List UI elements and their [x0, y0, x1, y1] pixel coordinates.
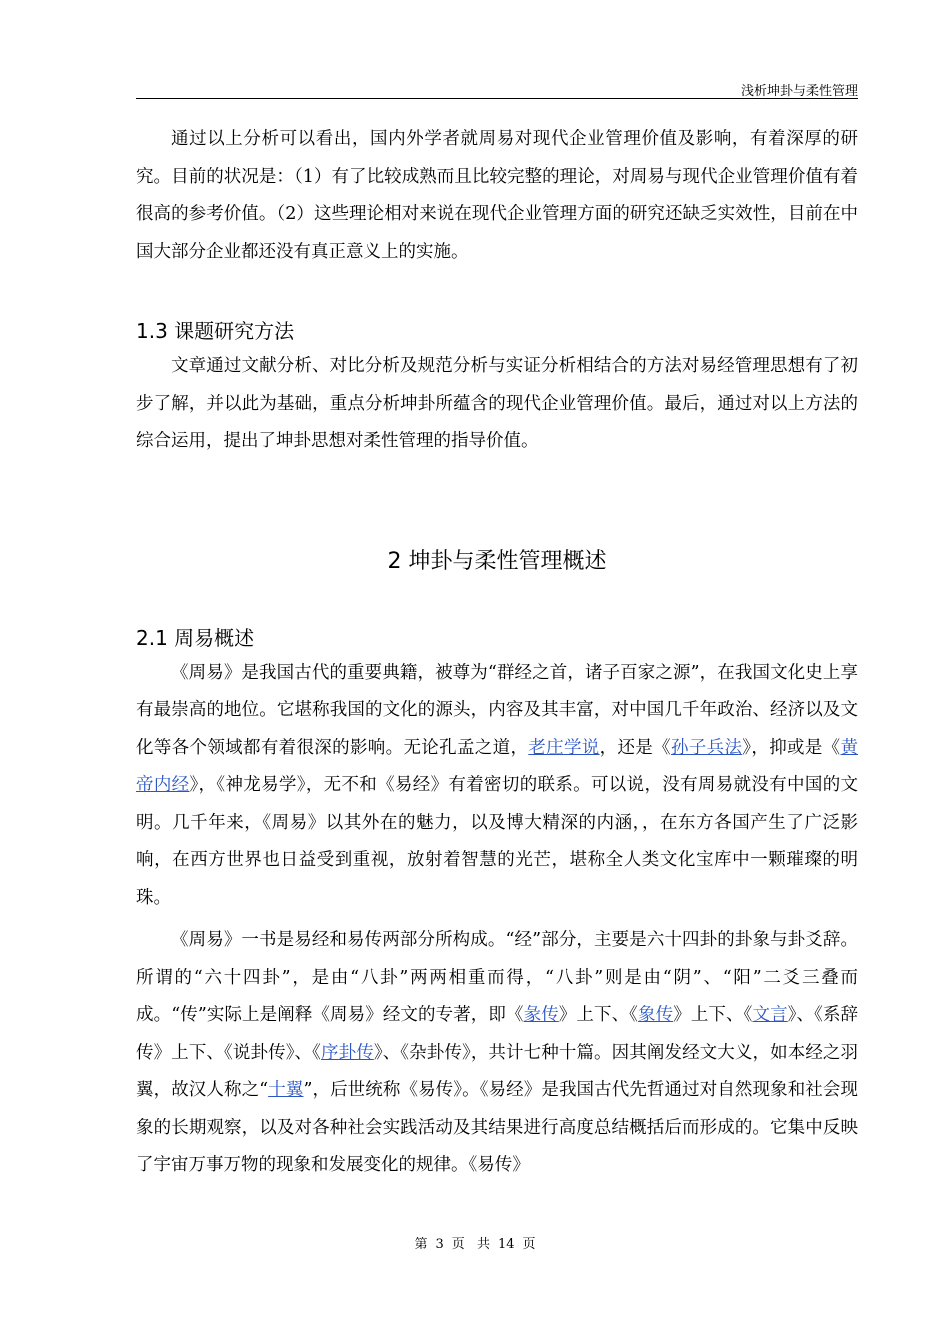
page-content — [136, 121, 858, 1185]
intro-paragraph: 通过以上分析可以看出，国内外学者就周易对现代企业管理价值及影响，有着深厚的研究。目前的状况是：（1）有了比较成熟而且比较完整的理论，对周易与现代企业管理价值有着很高的参考价值。（2）这些理论相对来说在现代企业管理方面的研究还缺乏实效性，目前在中国大部分企业都还没有真正意义上的实施。 — [136, 129, 858, 262]
link-wenyan[interactable]: 文言 — [752, 1005, 788, 1025]
header-title: 浅析坤卦与柔性管理 — [740, 84, 858, 99]
section-1-3-paragraph: 文章通过文献分析、对比分析及规范分析与实证分析相结合的方法对易经管理思想有了初步了解，并以此为基础，重点分析坤卦所蕴含的现代企业管理价值。最后，通过对以上方法的综合运用，提出了坤卦思想对柔性管理的指导价值。 — [136, 356, 858, 451]
section-heading-1-3: 1.3 课题研究方法 — [136, 319, 295, 343]
page-footer: 第 3 页 共 14 页 — [414, 1237, 536, 1252]
section-2-1-paragraph-1: 《周易》是我国古代的重要典籍，被尊为“群经之首，诸子百家之源”，在我国文化史上享有最崇高的地位。它堪称我国的文化的源头，内容及其丰富，对中国几千年政治、经济以及文化等各个领域都有着很深的影响。无论孔孟之道，老庄学说，还是《孙子兵法》，抑或是《黄帝内经》，《神龙易学》，无不和《易经》有着密切的联系。可以说，没有周易就没有中国的文明。几千年来，《周易》以其外在的魅力，以及博大精深的内涵，，在东方各国产生了广泛影响，在西方世界也日益受到重视，放射着智慧的光芒，堪称全人类文化宝库中一颗璀璨的明珠。 — [136, 662, 859, 908]
section-heading-2-1: 2.1 周易概述 — [136, 625, 255, 650]
link-tuanzhuan[interactable]: 彖传 — [523, 1005, 559, 1025]
total-pages: 14 — [497, 1237, 515, 1252]
section-2-1-paragraph-2: 《周易》一书是易经和易传两部分所构成。“经”部分，主要是六十四卦的卦象与卦爻辞。所谓的“六十四卦”，是由“八卦”两两相重而得，“八卦”则是由“阴”、“阳”二爻三叠而成。“传”实际上是阐释《周易》经文的专著，即《彖传》上下、《象传》上下、《文言》、《系辞传》上下、《说卦传》、《序卦传》、《杂卦传》，共计七种十篇。因其阐发经文大义，如本经之羽翼，故汉人称之“十翼”，后世统称《易传》。《易经》是我国古代先哲通过对自然现象和社会现象的长期观察，以及对各种社会实践活动及其结果进行高度总结概括后而形成的。它集中反映了宇宙万事万物的现象和发展变化的规律。《易传》 — [136, 930, 859, 1175]
link-sunzi-bingfa[interactable]: 孙子兵法 — [670, 737, 743, 758]
link-laozhuang[interactable]: 老庄学说 — [528, 737, 600, 758]
link-xiangzhuan[interactable]: 象传 — [638, 1005, 674, 1025]
link-huangdi-neijing[interactable]: 黄帝内经 — [136, 737, 859, 795]
chapter-heading-2: 2 坤卦与柔性管理概述 — [387, 548, 607, 574]
page-number: 3 — [435, 1237, 444, 1252]
page-header — [136, 78, 858, 99]
link-shiyi[interactable]: 十翼 — [268, 1080, 304, 1100]
link-xuguazhuan[interactable]: 序卦传 — [321, 1042, 374, 1063]
